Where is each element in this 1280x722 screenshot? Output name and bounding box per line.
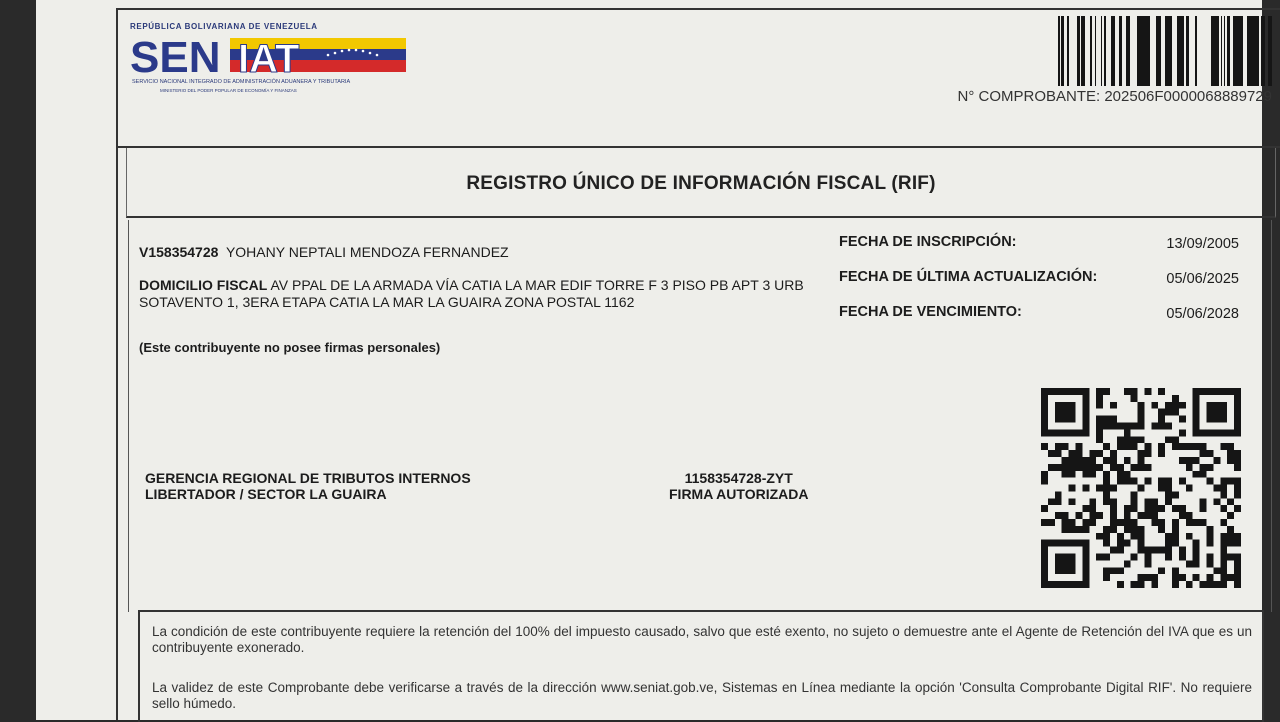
regional-office — [145, 470, 471, 502]
taxpayer-id-line — [139, 244, 509, 260]
date-value: 05/06/2028 — [1166, 306, 1239, 322]
republic-label: REPÚBLICA BOLIVARIANA DE VENEZUELA — [130, 22, 318, 31]
date-value: 13/09/2005 — [1166, 236, 1239, 252]
logo-subtitle: SERVICIO NACIONAL INTEGRADO DE ADMINISTRACIÓN ADUANERA Y TRIBUTARIA — [132, 79, 351, 85]
retention-note: La condición de este contribuyente requiere la retención del 100% del impuesto causado, salvo que esté exento, no sujeto o demuestre ante el Agente de Retención del IVA que es un contribuyente exonerado. — [152, 624, 1252, 655]
signature-label: FIRMA AUTORIZADA — [669, 486, 809, 502]
fiscal-address-value: AV PPAL DE LA ARMADA VÍA CATIA LA MAR EDIF TORRE F 3 PISO PB APT 3 URB SOTAVENTO 1, 3ERA ETAPA CATIA LA MAR LA GUAIRA ZONA POSTAL 1162 — [139, 277, 804, 310]
document-title: REGISTRO ÚNICO DE INFORMACIÓN FISCAL (RIF) — [466, 173, 936, 194]
paper-sheet — [36, 0, 1272, 720]
date-row-inscripcion — [839, 234, 1239, 269]
signatures-note: (Este contribuyente no posee firmas personales) — [139, 340, 441, 355]
legal-notes — [138, 610, 1264, 722]
date-row-actualizacion — [839, 269, 1239, 304]
document-header — [118, 10, 1280, 148]
date-label: FECHA DE INSCRIPCIÓN: — [839, 234, 1017, 250]
seniat-logo — [130, 18, 410, 102]
rif-number: V158354728 — [139, 244, 219, 260]
fiscal-address-label: DOMICILIO FISCAL — [139, 277, 268, 293]
svg-text:SEN: SEN — [130, 33, 221, 78]
rif-document — [116, 8, 1280, 720]
taxpayer-name: YOHANY NEPTALI MENDOZA FERNANDEZ — [225, 244, 509, 260]
dates-block — [839, 234, 1239, 339]
fiscal-address — [139, 277, 829, 311]
regional-office-line1: GERENCIA REGIONAL DE TRIBUTOS INTERNOS — [145, 470, 471, 486]
title-band — [126, 148, 1276, 218]
taxpayer-info — [128, 220, 1272, 612]
logo-ministry: MINISTERIO DEL PODER POPULAR DE ECONOMÍA Y FINANZAS — [160, 88, 297, 93]
validity-note: La validez de este Comprobante debe verificarse a través de la dirección www.seniat.gob.ve, Sistemas en Línea mediante la opción 'Consulta Comprobante Digital RIF'. No requiere sello húmedo. — [152, 680, 1252, 711]
qr-code — [1041, 388, 1241, 588]
comprobante-number: N° COMPROBANTE: 202506F0000068889729 — [957, 88, 1272, 105]
svg-text:IAT: IAT — [238, 37, 300, 78]
date-value: 05/06/2025 — [1166, 271, 1239, 287]
date-row-vencimiento — [839, 304, 1239, 339]
barcode — [1058, 16, 1274, 86]
date-label: FECHA DE VENCIMIENTO: — [839, 304, 1022, 320]
signature-code: 1158354728-ZYT — [684, 470, 793, 486]
date-label: FECHA DE ÚLTIMA ACTUALIZACIÓN: — [839, 269, 1098, 285]
seniat-logo-mark — [130, 32, 410, 78]
regional-office-line2: LIBERTADOR / SECTOR LA GUAIRA — [145, 486, 387, 502]
authorized-signature — [669, 470, 808, 502]
